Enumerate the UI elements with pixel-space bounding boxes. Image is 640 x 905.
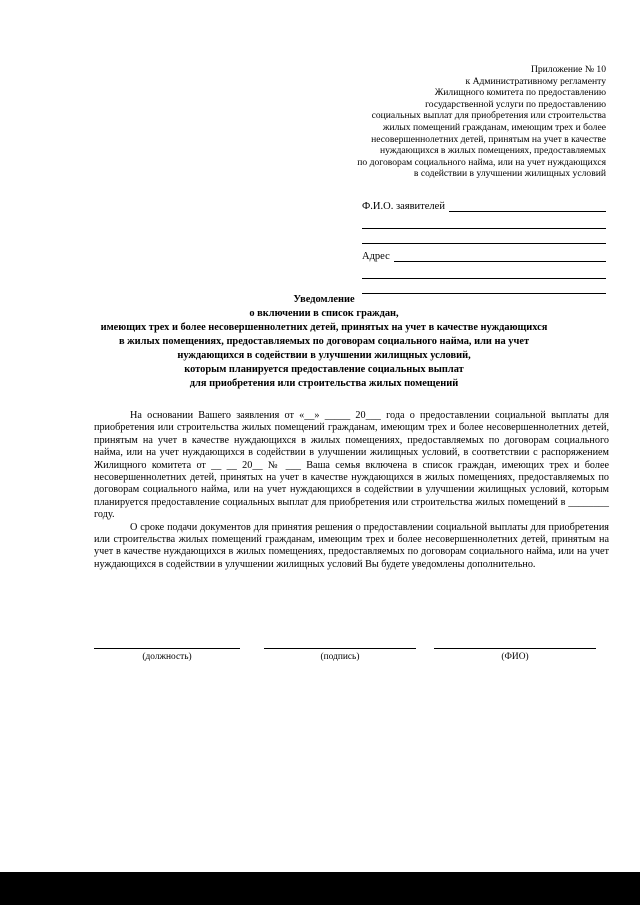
appendix-line: к Административному регламенту — [465, 75, 606, 87]
address-input-line[interactable] — [394, 251, 606, 262]
scan-bottom-bar — [0, 872, 640, 905]
appendix-line: социальных выплат для приобретения или строительства — [371, 110, 606, 122]
title-line: Уведомление — [293, 294, 355, 305]
title-line: которым планируется предоставление социальных выплат — [184, 364, 464, 375]
applicants-blank-line[interactable] — [362, 218, 606, 229]
applicants-input-line[interactable] — [449, 201, 606, 212]
applicants-blank-line[interactable] — [362, 233, 606, 244]
appendix-line: нуждающихся в жилых помещениях, предоставляемых — [380, 145, 606, 157]
signature-slot — [264, 644, 416, 662]
title-line: имеющих трех и более несовершеннолетних детей, принятых на учет в качестве нуждающихся — [100, 322, 548, 333]
title-line: о включении в список граждан, — [249, 308, 399, 319]
appendix-line: государственной услуги по предоставлению — [425, 98, 606, 110]
signature-block — [94, 644, 609, 674]
name-slot — [434, 644, 596, 662]
title-line: в жилых помещениях, предоставляемых по договорам социального найма, или на учет — [118, 336, 530, 347]
signature-line[interactable] — [264, 644, 416, 649]
body-paragraph-1: На основании Вашего заявления от «__» _____ 20___ года о предоставлении социальной выплаты для приобретения или строительства жилых помещений гражданам, имеющим трех и более несовершеннолетних детей, принятым на учет в качестве нуждающихся в жилых помещениях, предоставляемых по договорам социального найма, или на учет нуждающихся в содействии в улучшении жилищных условий, в соответствии с распоряжением Жилищного комитета от __ __ 20__ № ___ Ваша семья включена в список граждан, имеющих трех и более несовершеннолетних детей, принятых на учет в качестве нуждающихся в жилых помещениях, предоставляемых по договорам социального найма, или на учет нуждающихся в содействии в улучшении жилищных условий, которым планируется предоставление социальных выплат для приобретения или строительства жилых помещений в ________ году. — [94, 410, 609, 521]
name-caption: (ФИО) — [501, 652, 529, 662]
appendix-line: жилых помещений гражданам, имеющим трех и более — [382, 121, 606, 133]
position-line[interactable] — [94, 644, 240, 649]
appendix-header — [306, 64, 606, 180]
appendix-line: по договорам социального найма, или на учет нуждающихся — [357, 156, 606, 168]
signature-caption: (подпись) — [320, 652, 360, 662]
applicants-row — [362, 198, 606, 212]
applicant-fields — [362, 198, 606, 294]
appendix-line: Приложение № 10 — [530, 64, 606, 75]
address-label: Адрес — [362, 251, 390, 262]
body-paragraph-2: О сроке подачи документов для принятия решения о предоставлении социальной выплаты для приобретения или строительства жилых помещений гражданам, имеющим трех и более несовершеннолетних детей, принятым на учет в качестве нуждающихся в жилых помещениях, предоставляемых по договорам социального найма, или на учет нуждающихся в содействии в улучшении жилищных условий Вы будете уведомлены дополнительно. — [94, 521, 609, 570]
position-caption: (должность) — [142, 652, 192, 662]
notice-title — [40, 293, 608, 391]
address-row — [362, 248, 606, 262]
position-slot — [94, 644, 240, 662]
name-line[interactable] — [434, 644, 596, 649]
appendix-line: несовершеннолетних детей, принятым на учет в качестве — [371, 133, 606, 145]
title-line: нуждающихся в содействии в улучшении жилищных условий, — [177, 350, 471, 361]
applicants-label: Ф.И.О. заявителей — [362, 201, 445, 212]
address-blank-line[interactable] — [362, 268, 606, 279]
appendix-line: в содействии в улучшении жилищных условий — [413, 168, 606, 180]
appendix-line: Жилищного комитета по предоставлению — [434, 87, 606, 99]
notice-body — [94, 410, 609, 571]
title-line: для приобретения или строительства жилых помещений — [189, 378, 459, 389]
